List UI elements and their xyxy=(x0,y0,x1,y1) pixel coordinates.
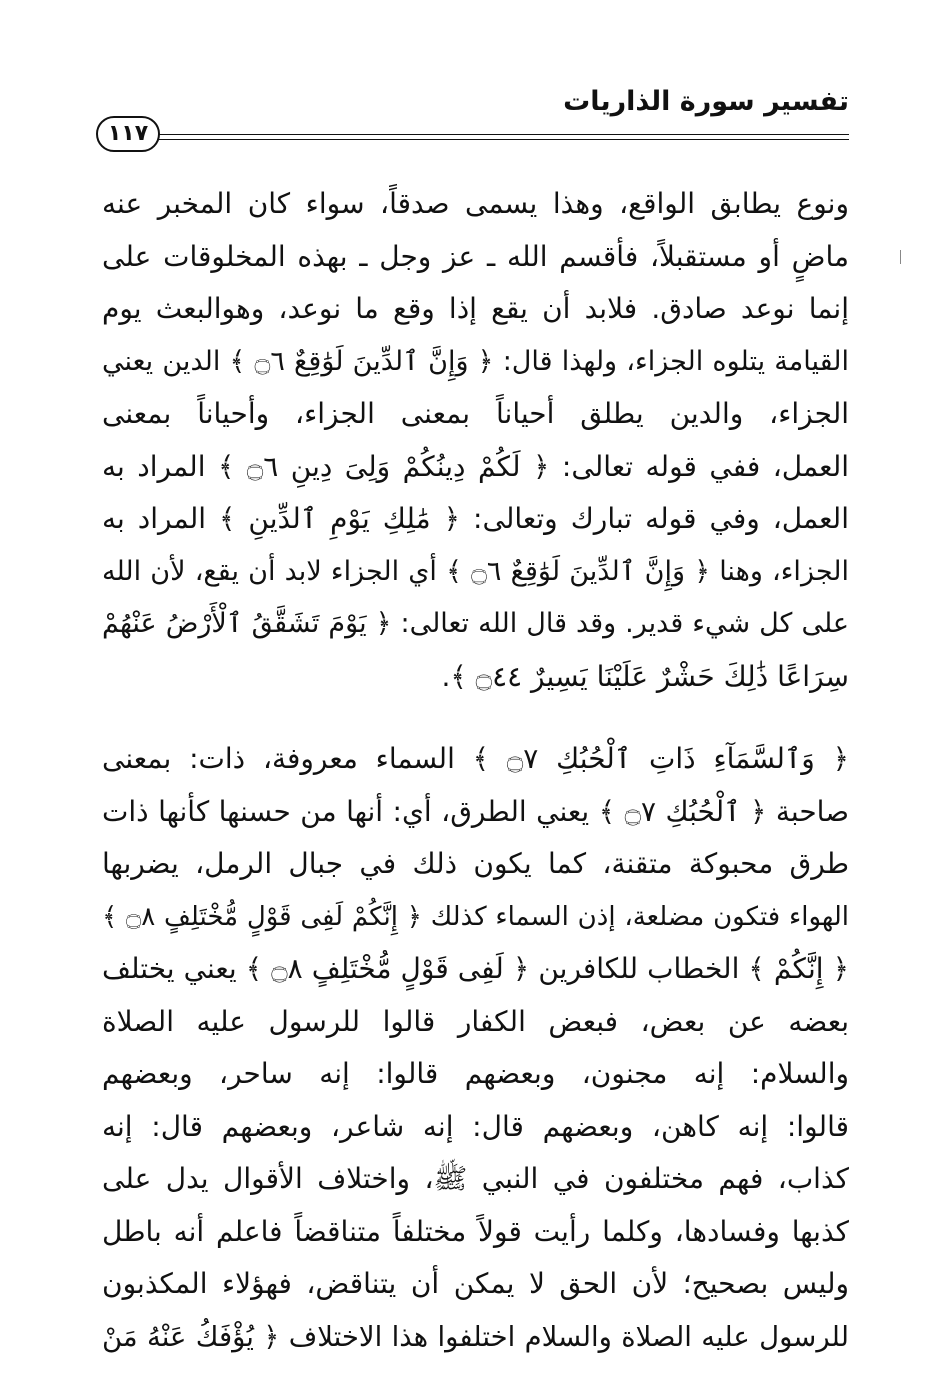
running-head-title: تفسير سورة الذاريات xyxy=(563,86,849,117)
text-line: بعضه عن بعض، فبعض الكفار قالوا للرسول عليه الصلاة xyxy=(102,1004,849,1038)
text-line: القيامة يتلوه الجزاء، ولهذا قال: ﴿ وَإِنَّ ٱلدِّينَ لَوَٰقِعٌ ۝٦ ﴾ الدين يعني xyxy=(102,345,849,377)
header-rule xyxy=(155,134,849,140)
margin-mark xyxy=(897,250,901,264)
paragraph-1 xyxy=(102,178,849,703)
text-line: ﴿ وَٱلسَّمَآءِ ذَاتِ ٱلْحُبُكِ ۝٧ ﴾ السماء معروفة، ذات: بمعنى xyxy=(102,742,849,775)
text-line: ونوع يطابق الواقع، وهذا يسمى صدقاً، سواء كان المخبر عنه xyxy=(102,187,849,220)
text-line: الجزاء، والدين يطلق أحياناً بمعنى الجزاء، وأحياناً بمعنى xyxy=(102,397,849,430)
text-line: كذبها وفسادها، وكلما رأيت قولاً مختلفاً متناقضاً فاعلم أنه باطل xyxy=(102,1214,849,1248)
paragraph-2 xyxy=(102,733,849,1363)
text-line: كذاب، فهم مختلفون في النبي ﷺ، واختلاف الأقوال يدل على xyxy=(102,1162,849,1195)
body-text xyxy=(102,178,849,1363)
text-line: والسلام: إنه مجنون، وبعضهم قالوا: إنه ساحر، وبعضهم xyxy=(102,1057,849,1090)
text-line: ﴿ إِنَّكُمْ ﴾ الخطاب للكافرين ﴿ لَفِى قَوْلٍ مُّخْتَلِفٍ ۝٨ ﴾ يعني يختلف xyxy=(102,952,849,985)
text-line: العمل، ففي قوله تعالى: ﴿ لَكُمْ دِينُكُمْ وَلِىَ دِينِ ۝٦ ﴾ المراد به xyxy=(102,449,849,483)
text-line: قالوا: إنه كاهن، وبعضهم قال: إنه شاعر، وبعضهم قال: إنه xyxy=(102,1109,849,1143)
text-line: العمل، وفي قوله تبارك وتعالى: ﴿ مَٰلِكِ يَوْمِ ٱلدِّينِ ﴾ المراد به xyxy=(102,502,849,535)
text-line: ماضٍ أو مستقبلاً، فأقسم الله ـ عز وجل ـ بهذه المخلوقات على xyxy=(102,239,849,273)
text-line: وليس بصحيح؛ لأن الحق لا يمكن أن يتناقض، فهؤلاء المكذبون xyxy=(102,1267,849,1300)
text-line: الهواء فتكون مضلعة، إذن السماء كذلك ﴿ إِنَّكُمْ لَفِى قَوْلٍ مُّخْتَلِفٍ ۝٨ ﴾ xyxy=(102,901,849,932)
text-line: صاحبة ﴿ ٱلْحُبُكِ ۝٧ ﴾ يعني الطرق، أي: أنها من حسنها كأنها ذات xyxy=(102,794,849,828)
text-line: إنما نوعد صادق. فلابد أن يقع إذا وقع ما نوعد، وهوالبعث يوم xyxy=(102,292,849,325)
text-line: سِرَاعًا ذَٰلِكَ حَشْرٌ عَلَيْنَا يَسِيرٌ ۝٤٤ ﴾. xyxy=(441,659,849,693)
text-line: على كل شيء قدير. وقد قال الله تعالى: ﴿ يَوْمَ تَشَقَّقُ ٱلْأَرْضُ عَنْهُمْ xyxy=(102,608,849,639)
page-number: ١١٧ xyxy=(96,116,160,152)
text-line: للرسول عليه الصلاة والسلام اختلفوا هذا الاختلاف ﴿ يُؤْفَكُ عَنْهُ مَنْ xyxy=(102,1320,849,1353)
text-line: الجزاء، وهنا ﴿ وَإِنَّ ٱلدِّينَ لَوَٰقِعٌ ۝٦ ﴾ أي الجزاء لابد أن يقع، لأن الله xyxy=(102,555,849,587)
text-line: طرق محبوكة متقنة، كما يكون ذلك في جبال الرمل، يضربها xyxy=(102,847,849,880)
